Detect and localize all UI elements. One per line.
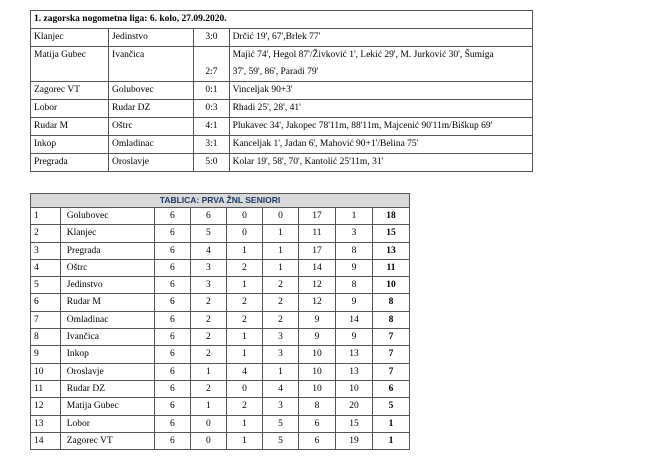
standing-row [31, 242, 410, 259]
standing-won: 5 [190, 225, 226, 242]
standing-goals-for: 11 [298, 225, 335, 242]
standing-points: 11 [372, 259, 409, 276]
standing-goals-against: 3 [335, 225, 372, 242]
standing-points: 8 [372, 311, 409, 328]
match-home-team: Rudar M [31, 118, 109, 136]
match-away-team: Rudar DZ [109, 100, 194, 118]
standing-position: 3 [31, 242, 61, 259]
match-away-team: Oštrc [109, 118, 194, 136]
standing-drawn: 2 [226, 259, 262, 276]
match-away-team: Golubovec [109, 82, 194, 100]
match-row [31, 136, 533, 154]
match-home-team: Inkop [31, 136, 109, 154]
standing-lost: 1 [262, 363, 298, 380]
standing-row [31, 277, 410, 294]
standing-won: 6 [190, 208, 226, 225]
standings-table [30, 193, 410, 450]
standing-lost: 3 [262, 329, 298, 346]
standings-title: TABLICA: PRVA ŽNL SENIORI [31, 194, 410, 208]
standing-goals-against: 1 [335, 208, 372, 225]
standing-drawn: 1 [226, 415, 262, 432]
match-scorers [229, 100, 532, 118]
standing-row [31, 329, 410, 346]
standing-lost: 2 [262, 277, 298, 294]
standing-played: 6 [154, 363, 190, 380]
standing-goals-against: 19 [335, 432, 372, 449]
match-scorers [229, 136, 532, 154]
match-score: 2:7 [194, 47, 229, 82]
standing-goals-for: 10 [298, 363, 335, 380]
standing-position: 8 [31, 329, 61, 346]
standing-won: 3 [190, 259, 226, 276]
standing-position: 14 [31, 432, 61, 449]
scorers-line: Rhadi 25', 28', 41' [232, 103, 301, 113]
match-home-team: Zagorec VT [31, 82, 109, 100]
standing-played: 6 [154, 380, 190, 397]
match-scorers [229, 82, 532, 100]
match-scorers [229, 47, 532, 82]
standing-goals-against: 9 [335, 329, 372, 346]
standing-team: Zagorec VT [60, 432, 154, 449]
standing-drawn: 4 [226, 363, 262, 380]
standing-row [31, 398, 410, 415]
standing-points: 6 [372, 380, 409, 397]
standing-lost: 2 [262, 311, 298, 328]
standing-goals-against: 8 [335, 277, 372, 294]
standing-goals-against: 14 [335, 311, 372, 328]
standing-won: 4 [190, 242, 226, 259]
standing-played: 6 [154, 294, 190, 311]
standing-points: 7 [372, 363, 409, 380]
standing-position: 7 [31, 311, 61, 328]
standing-lost: 0 [262, 208, 298, 225]
results-title: 1. zagorska nogometna liga: 6. kolo, 27.09.2020. [31, 11, 533, 29]
standing-played: 6 [154, 311, 190, 328]
standing-won: 2 [190, 294, 226, 311]
standing-drawn: 2 [226, 311, 262, 328]
match-scorers [229, 29, 532, 47]
match-score: 3:0 [194, 29, 229, 47]
scorers-line: Kanceljak 1', Jadan 6', Mahović 90+1'/Belina 75' [232, 139, 419, 149]
standing-points: 18 [372, 208, 409, 225]
standing-row [31, 208, 410, 225]
standing-team: Rudar DZ [60, 380, 154, 397]
standing-drawn: 1 [226, 242, 262, 259]
standing-drawn: 0 [226, 225, 262, 242]
standing-goals-against: 13 [335, 346, 372, 363]
standing-goals-for: 10 [298, 380, 335, 397]
standing-goals-for: 17 [298, 242, 335, 259]
standing-drawn: 0 [226, 208, 262, 225]
match-row [31, 118, 533, 136]
standing-team: Jedinstvo [60, 277, 154, 294]
standing-position: 13 [31, 415, 61, 432]
standing-position: 1 [31, 208, 61, 225]
match-away-team: Ivančica [109, 47, 194, 82]
standing-goals-against: 9 [335, 294, 372, 311]
standing-goals-for: 12 [298, 294, 335, 311]
standing-position: 4 [31, 259, 61, 276]
standing-points: 15 [372, 225, 409, 242]
standing-lost: 1 [262, 259, 298, 276]
standing-goals-against: 20 [335, 398, 372, 415]
standing-won: 2 [190, 380, 226, 397]
match-score: 0:3 [194, 100, 229, 118]
results-title-row [31, 11, 533, 29]
standing-position: 2 [31, 225, 61, 242]
match-home-team: Pregrada [31, 154, 109, 172]
standing-played: 6 [154, 432, 190, 449]
standing-goals-for: 12 [298, 277, 335, 294]
standing-lost: 4 [262, 380, 298, 397]
standing-lost: 5 [262, 432, 298, 449]
scorers-line: Plukavec 34', Jakopec 78'11m, 88'11m, Majcenić 90'11m/Biškup 69' [232, 121, 493, 131]
standing-won: 2 [190, 329, 226, 346]
standing-points: 10 [372, 277, 409, 294]
standing-team: Lobor [60, 415, 154, 432]
standing-lost: 2 [262, 294, 298, 311]
standing-team: Matija Gubec [60, 398, 154, 415]
standing-points: 8 [372, 294, 409, 311]
match-away-team: Oroslavje [109, 154, 194, 172]
standing-team: Rudar M [60, 294, 154, 311]
standing-drawn: 1 [226, 329, 262, 346]
standing-goals-against: 13 [335, 363, 372, 380]
standing-lost: 1 [262, 242, 298, 259]
standing-played: 6 [154, 329, 190, 346]
standing-team: Klanjec [60, 225, 154, 242]
standing-position: 10 [31, 363, 61, 380]
standing-won: 2 [190, 311, 226, 328]
match-row [31, 82, 533, 100]
standing-played: 6 [154, 208, 190, 225]
standing-goals-for: 8 [298, 398, 335, 415]
match-row [31, 47, 533, 82]
scorers-line: Vinceljak 90+3' [232, 85, 293, 95]
standing-row [31, 346, 410, 363]
match-home-team: Lobor [31, 100, 109, 118]
standing-row [31, 294, 410, 311]
standing-row [31, 432, 410, 449]
standing-position: 12 [31, 398, 61, 415]
match-score: 0:1 [194, 82, 229, 100]
standing-drawn: 2 [226, 294, 262, 311]
standing-lost: 1 [262, 225, 298, 242]
standing-team: Omladinac [60, 311, 154, 328]
match-score: 5:0 [194, 154, 229, 172]
standing-points: 1 [372, 432, 409, 449]
match-away-team: Jedinstvo [109, 29, 194, 47]
standing-points: 7 [372, 329, 409, 346]
standing-team: Golubovec [60, 208, 154, 225]
standing-goals-for: 6 [298, 432, 335, 449]
standing-position: 11 [31, 380, 61, 397]
scorers-line: Majić 74', Hegol 87'/Živković 1', Lekić 29', M. Jurković 30', Šumiga [232, 50, 494, 60]
match-row [31, 29, 533, 47]
standing-points: 13 [372, 242, 409, 259]
standing-row [31, 363, 410, 380]
match-scorers [229, 154, 532, 172]
standing-team: Oroslavje [60, 363, 154, 380]
standing-lost: 3 [262, 398, 298, 415]
standing-row [31, 259, 410, 276]
standing-goals-against: 8 [335, 242, 372, 259]
standing-row [31, 380, 410, 397]
standing-played: 6 [154, 277, 190, 294]
standing-won: 1 [190, 398, 226, 415]
standing-row [31, 415, 410, 432]
standing-won: 0 [190, 432, 226, 449]
standing-points: 7 [372, 346, 409, 363]
standing-goals-for: 10 [298, 346, 335, 363]
standing-won: 3 [190, 277, 226, 294]
standing-played: 6 [154, 398, 190, 415]
standing-position: 5 [31, 277, 61, 294]
match-away-team: Omladinac [109, 136, 194, 154]
standing-played: 6 [154, 415, 190, 432]
standing-row [31, 225, 410, 242]
standing-won: 2 [190, 346, 226, 363]
match-home-team: Klanjec [31, 29, 109, 47]
standing-points: 5 [372, 398, 409, 415]
standings-title-row [31, 194, 410, 208]
standing-team: Pregrada [60, 242, 154, 259]
results-table [30, 10, 533, 172]
standing-played: 6 [154, 242, 190, 259]
standing-drawn: 0 [226, 380, 262, 397]
standing-played: 6 [154, 346, 190, 363]
standing-drawn: 1 [226, 346, 262, 363]
match-home-team: Matija Gubec [31, 47, 109, 82]
standing-drawn: 1 [226, 432, 262, 449]
standing-won: 1 [190, 363, 226, 380]
standing-goals-for: 14 [298, 259, 335, 276]
standing-lost: 3 [262, 346, 298, 363]
standing-drawn: 1 [226, 277, 262, 294]
standing-goals-against: 15 [335, 415, 372, 432]
standing-played: 6 [154, 259, 190, 276]
standing-team: Oštrc [60, 259, 154, 276]
match-row [31, 154, 533, 172]
match-scorers [229, 118, 532, 136]
standing-drawn: 2 [226, 398, 262, 415]
standing-goals-against: 10 [335, 380, 372, 397]
standing-team: Ivančica [60, 329, 154, 346]
standing-goals-for: 9 [298, 329, 335, 346]
standing-goals-for: 17 [298, 208, 335, 225]
scorers-line: Drčić 19', 67',Brlek 77' [232, 32, 321, 42]
match-score: 3:1 [194, 136, 229, 154]
scorers-line: 37', 59', 86', Paradi 79' [232, 67, 319, 77]
standing-goals-for: 9 [298, 311, 335, 328]
standing-points: 1 [372, 415, 409, 432]
standing-team: Inkop [60, 346, 154, 363]
standing-won: 0 [190, 415, 226, 432]
standing-position: 6 [31, 294, 61, 311]
match-row [31, 100, 533, 118]
standing-position: 9 [31, 346, 61, 363]
standing-played: 6 [154, 225, 190, 242]
standing-row [31, 311, 410, 328]
scorers-line: Kolar 19', 58', 70', Kantolić 25'11m, 31' [232, 157, 384, 167]
standing-goals-for: 6 [298, 415, 335, 432]
standing-goals-against: 9 [335, 259, 372, 276]
standing-lost: 5 [262, 415, 298, 432]
match-score: 4:1 [194, 118, 229, 136]
